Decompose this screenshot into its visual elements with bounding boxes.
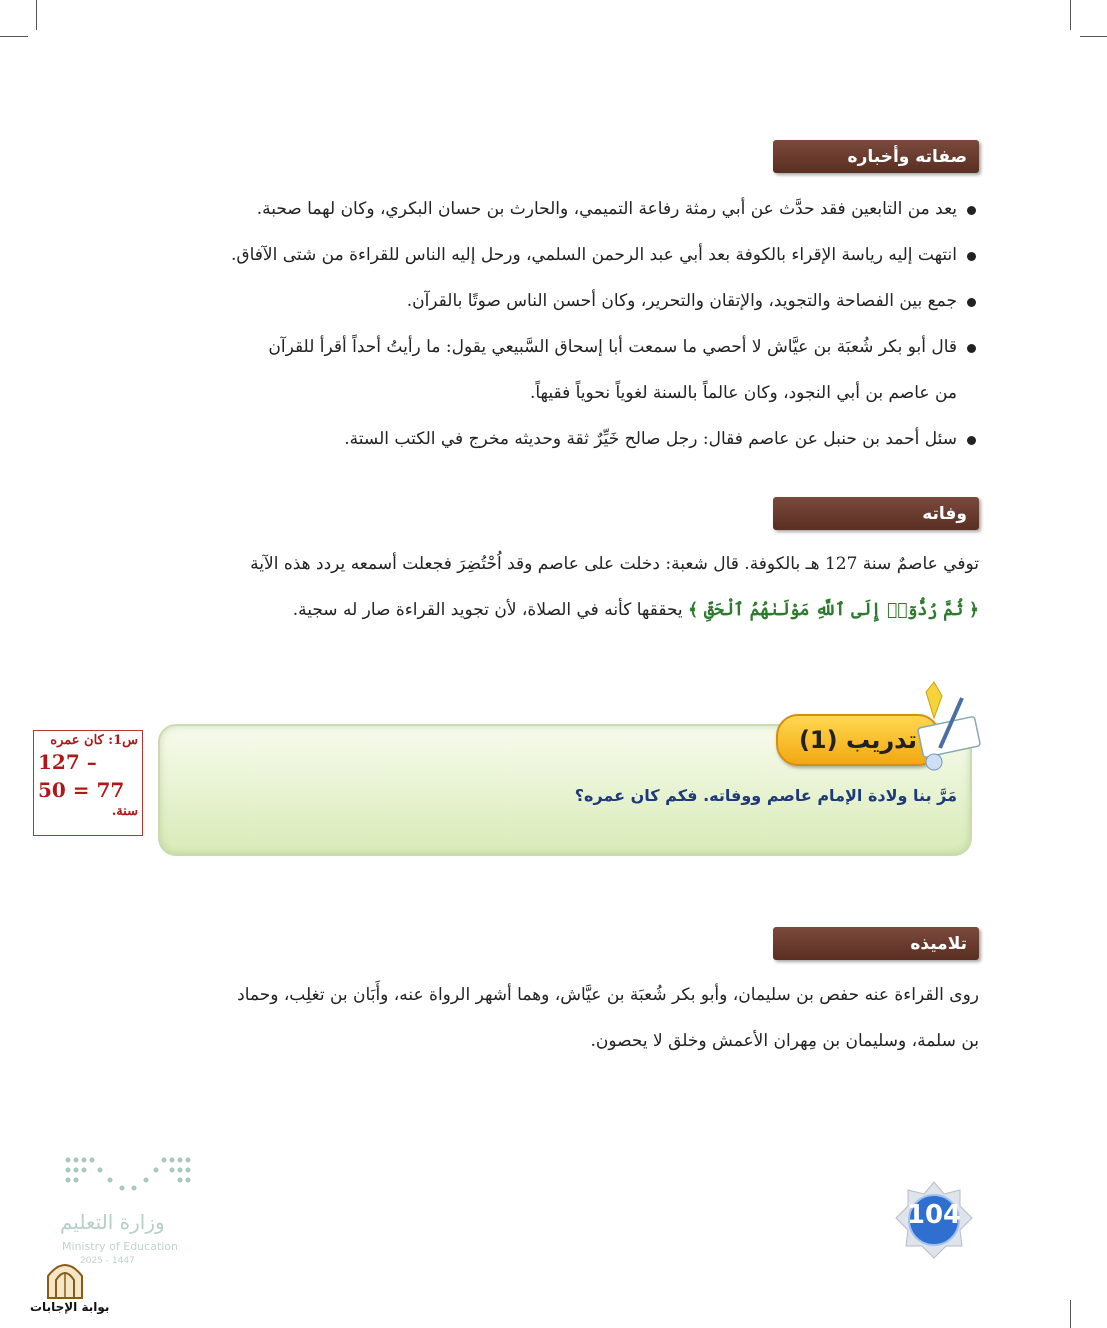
list-item: يعد من التابعين فقد حدَّث عن أبي رمثة رفاعة التميمي، والحارث بن حسان البكري، وكان لهما صحبة. xyxy=(147,186,979,232)
quran-verse: ﴿ ثُمَّ رُدُّوٓا۟ إِلَى ٱللَّهِ مَوْلَىٰهُمُ ٱلْحَقِّ ﴾ xyxy=(688,600,979,620)
page-number: 104 xyxy=(906,1200,962,1230)
exercise-question: مَرَّ بنا ولادة الإمام عاصم ووفاته. فكم كان عمره؟ xyxy=(574,786,957,805)
list-item: قال أبو بكر شُعبَة بن عيَّاش لا أحصي ما سمعت أبا إسحاق السَّبيعي يقول: ما رأيتُ أحداً أقرأ للقرآن xyxy=(147,324,979,370)
list-item: سئل أحمد بن حنبل عن عاصم فقال: رجل صالح خَيِّرٌ ثقة وحديثه مخرج في الكتب الستة. xyxy=(147,416,979,462)
pen-book-icon xyxy=(912,678,984,774)
list-item: انتهت إليه رياسة الإقراء بالكوفة بعد أبي عبد الرحمن السلمي، ورحل إليه الناس للقراءة من شتى الآفاق. xyxy=(147,232,979,278)
exercise-label-text: تدريب (1) xyxy=(798,726,918,754)
handwritten-answer-box xyxy=(33,730,143,836)
crop-mark xyxy=(1070,0,1071,30)
answer-line: 127 – xyxy=(38,750,97,774)
qualities-list xyxy=(147,186,979,462)
crop-mark xyxy=(36,0,37,30)
death-line-1: توفي عاصمٌ سنة 127 هـ بالكوفة. قال شعبة: دخلت على عاصم وقد اُحْتُضِرَ فجعلت أسمعه يردد هذه الآية xyxy=(250,554,979,574)
section-header-students xyxy=(773,927,979,960)
section-title: صفاته وأخباره xyxy=(847,146,967,167)
section-title: وفاته xyxy=(922,503,967,524)
students-line-2: بن سلمة، وسليمان بن مِهران الأعمش وخلق لا يحصون. xyxy=(590,1031,979,1051)
answer-line: سنة. xyxy=(111,804,138,819)
ministry-logo-icon xyxy=(60,1154,200,1204)
list-item-continuation: من عاصم بن أبي النجود، وكان عالماً بالسنة لغوياً نحوياً فقيهاً. xyxy=(529,383,957,403)
section-header-qualities xyxy=(773,140,979,173)
ministry-name-ar: وزارة التعليم xyxy=(60,1210,165,1234)
list-item: جمع بين الفصاحة والتجويد، والإتقان والتحرير، وكان أحسن الناس صوتًا بالقرآن. xyxy=(147,278,979,324)
crop-mark xyxy=(1080,36,1107,37)
answer-line: 50 = 77 xyxy=(38,778,125,802)
crop-mark xyxy=(0,36,28,37)
site-label: بوابة الإجابات xyxy=(30,1300,110,1314)
death-line-2-text: يحققها كأنه في الصلاة، لأن تجويد القراءة صار له سجية. xyxy=(292,600,689,620)
death-line-2 xyxy=(147,587,979,633)
death-paragraph xyxy=(147,541,979,633)
edition-year: 2025 - 1447 xyxy=(80,1256,135,1266)
crop-mark xyxy=(1070,1300,1071,1328)
ministry-name-en: Ministry of Education xyxy=(62,1240,179,1253)
answer-line: س1: كان عمره xyxy=(50,733,138,748)
section-title: تلاميذه xyxy=(910,933,967,954)
students-line-1: روى القراءة عنه حفص بن سليمان، وأبو بكر شُعبَة بن عيَّاش، وهما أشهر الرواة عنه، وأَبَان بن تغلِب، وحماد xyxy=(237,985,979,1005)
section-header-death xyxy=(773,497,979,530)
gate-logo-icon xyxy=(44,1258,86,1300)
students-paragraph xyxy=(147,972,979,1064)
